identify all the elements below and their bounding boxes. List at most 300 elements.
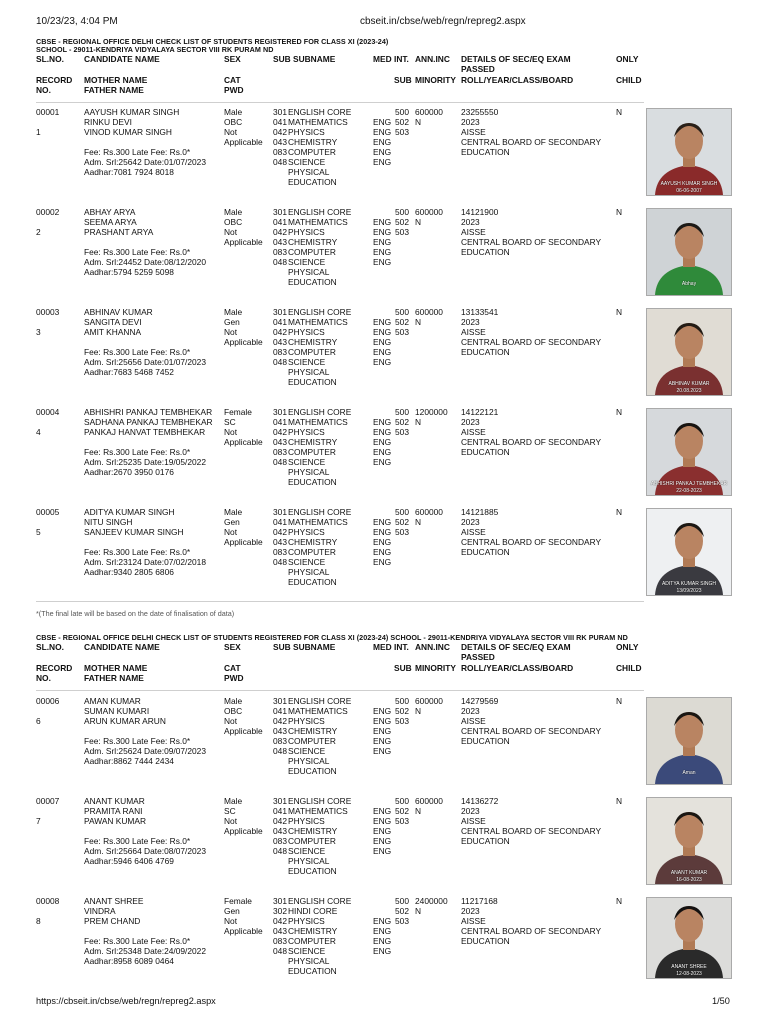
- subject-name: ENGLISH CORE: [288, 307, 352, 317]
- previous-roll-number: 14279569: [461, 696, 499, 706]
- int-value: 503: [395, 227, 409, 237]
- column-header-candidate: CANDIDATE NAME: [84, 54, 160, 64]
- subject-name: ENGLISH CORE: [288, 896, 352, 906]
- photo-date: 12-08-2023: [676, 971, 702, 977]
- subject-name: COMPUTER: [288, 347, 336, 357]
- previous-board: CENTRAL BOARD OF SECONDARY: [461, 137, 602, 147]
- column-header-anninc: ANN.INC: [415, 642, 450, 652]
- column-header-slno: SL.NO.: [36, 54, 64, 64]
- admission-details: Adm. Srl:25664 Date:08/07/2023: [84, 846, 206, 856]
- candidate-name: ADITYA KUMAR SINGH: [84, 507, 175, 517]
- subject-name: MATHEMATICS: [288, 117, 348, 127]
- category-value: OBC: [224, 117, 243, 127]
- int-value: 502: [395, 117, 409, 127]
- report-title: CBSE - REGIONAL OFFICE DELHI CHECK LIST OF STUDENTS REGISTERED FOR CLASS XI (2023-24): [36, 37, 389, 46]
- previous-exam: AISSE: [461, 327, 486, 337]
- medium-value: ENG: [373, 946, 392, 956]
- previous-year: 2023: [461, 317, 480, 327]
- column-header-no: NO.: [36, 673, 51, 683]
- aadhar-number: Aadhar:9340 2805 6806: [84, 567, 174, 577]
- subject-code: 043: [273, 826, 287, 836]
- subject-code: 083: [273, 547, 287, 557]
- serial-number: 5: [36, 527, 41, 537]
- column-header-only: ONLY: [616, 54, 639, 64]
- subject-code: 042: [273, 227, 287, 237]
- fee-details: Fee: Rs.300 Late Fee: Rs.0*: [84, 347, 191, 357]
- annual-income: 600000: [415, 307, 443, 317]
- medium-value: ENG: [373, 247, 392, 257]
- subject-name: CHEMISTRY: [288, 237, 338, 247]
- minority-value: N: [415, 706, 422, 716]
- medium-value: ENG: [373, 347, 392, 357]
- subject-name: COMPUTER: [288, 247, 336, 257]
- mother-name: SANGITA DEVI: [84, 317, 142, 327]
- subject-code: 048: [273, 557, 287, 567]
- previous-roll-number: 14136272: [461, 796, 499, 806]
- annual-income: 600000: [415, 696, 443, 706]
- photo-date: 16-08-2023: [676, 877, 702, 883]
- fee-details: Fee: Rs.300 Late Fee: Rs.0*: [84, 936, 191, 946]
- subject-name: EDUCATION: [288, 966, 337, 976]
- record-number: 00005: [36, 507, 60, 517]
- record-number: 00007: [36, 796, 60, 806]
- previous-roll-number: 14122121: [461, 407, 499, 417]
- subject-name: PHYSICS: [288, 816, 325, 826]
- subject-code: 043: [273, 726, 287, 736]
- subject-code: 083: [273, 447, 287, 457]
- photo-caption: Aman: [682, 770, 696, 776]
- subject-name: EDUCATION: [288, 277, 337, 287]
- column-header-passed: PASSED: [461, 64, 495, 74]
- student-photo: [646, 308, 732, 396]
- previous-year: 2023: [461, 117, 480, 127]
- only-child-value: N: [616, 696, 623, 706]
- annual-income: 1200000: [415, 407, 448, 417]
- admission-details: Adm. Srl:25642 Date:01/07/2023: [84, 157, 206, 167]
- previous-roll-number: 13133541: [461, 307, 499, 317]
- father-name: PREM CHAND: [84, 916, 141, 926]
- subject-code: 043: [273, 437, 287, 447]
- previous-board-cont: EDUCATION: [461, 936, 510, 946]
- int-value: 503: [395, 816, 409, 826]
- print-page-url: cbseit.in/cbse/web/regn/repreg2.aspx: [360, 16, 526, 27]
- previous-roll-number: 14121885: [461, 507, 499, 517]
- subject-name: COMPUTER: [288, 736, 336, 746]
- int-value: 500: [395, 407, 409, 417]
- subject-code: 301: [273, 207, 287, 217]
- subject-name: SCIENCE: [288, 557, 326, 567]
- footer-url: https://cbseit.in/cbse/web/regn/repreg2.aspx: [36, 996, 216, 1006]
- column-header-pwd: PWD: [224, 673, 244, 683]
- subject-name: PHYSICAL: [288, 756, 330, 766]
- subject-code: 048: [273, 946, 287, 956]
- previous-exam: AISSE: [461, 716, 486, 726]
- previous-board: CENTRAL BOARD OF SECONDARY: [461, 537, 602, 547]
- subject-code: 048: [273, 846, 287, 856]
- int-value: 502: [395, 806, 409, 816]
- aadhar-number: Aadhar:2670 3950 0176: [84, 467, 174, 477]
- previous-board-cont: EDUCATION: [461, 347, 510, 357]
- photo-caption: ANANT KUMAR: [670, 870, 708, 876]
- int-value: 500: [395, 896, 409, 906]
- previous-year: 2023: [461, 806, 480, 816]
- print-datetime: 10/23/23, 4:04 PM: [36, 16, 118, 27]
- father-name: VINOD KUMAR SINGH: [84, 127, 172, 137]
- subject-code: 083: [273, 936, 287, 946]
- candidate-name: ABHISHRI PANKAJ TEMBHEKAR: [84, 407, 213, 417]
- previous-board: CENTRAL BOARD OF SECONDARY: [461, 337, 602, 347]
- category-value: OBC: [224, 706, 243, 716]
- only-child-value: N: [616, 307, 623, 317]
- medium-value: ENG: [373, 357, 392, 367]
- previous-year: 2023: [461, 906, 480, 916]
- photo-date: 22-08-2023: [676, 488, 702, 494]
- subject-name: PHYSICAL: [288, 567, 330, 577]
- subject-code: 042: [273, 327, 287, 337]
- report-school: SCHOOL - 29011-KENDRIYA VIDYALAYA SECTOR VIII RK PURAM ND: [36, 45, 274, 54]
- father-name: PAWAN KUMAR: [84, 816, 147, 826]
- subject-code: 083: [273, 736, 287, 746]
- mother-name: VINDRA: [84, 906, 116, 916]
- fee-details: Fee: Rs.300 Late Fee: Rs.0*: [84, 247, 191, 257]
- previous-year: 2023: [461, 417, 480, 427]
- admission-details: Adm. Srl:25348 Date:24/09/2022: [84, 946, 206, 956]
- subject-name: MATHEMATICS: [288, 417, 348, 427]
- column-header-mother: MOTHER NAME: [84, 75, 148, 85]
- candidate-name: ANANT KUMAR: [84, 796, 145, 806]
- medium-value: ENG: [373, 157, 392, 167]
- father-name: ARUN KUMAR ARUN: [84, 716, 166, 726]
- minority-value: N: [415, 517, 422, 527]
- subject-code: 048: [273, 746, 287, 756]
- column-header-subname: SUBNAME: [293, 642, 336, 652]
- subject-code: 301: [273, 307, 287, 317]
- subject-name: ENGLISH CORE: [288, 507, 352, 517]
- medium-value: ENG: [373, 137, 392, 147]
- aadhar-number: Aadhar:8862 7444 2434: [84, 756, 174, 766]
- admission-details: Adm. Srl:25624 Date:09/07/2023: [84, 746, 206, 756]
- minority-value: N: [415, 317, 422, 327]
- record-number: 00008: [36, 896, 60, 906]
- candidate-name: ANANT SHREE: [84, 896, 144, 906]
- previous-exam: AISSE: [461, 816, 486, 826]
- medium-value: ENG: [373, 846, 392, 856]
- subject-code: 043: [273, 237, 287, 247]
- column-header-cat: CAT: [224, 75, 241, 85]
- subject-code: 048: [273, 457, 287, 467]
- int-value: 502: [395, 906, 409, 916]
- previous-exam: AISSE: [461, 427, 486, 437]
- column-header-block: [0, 54, 768, 98]
- subject-name: PHYSICS: [288, 716, 325, 726]
- previous-roll-number: 11217168: [461, 896, 498, 906]
- mother-name: SUMAN KUMARI: [84, 706, 150, 716]
- column-header-med: MED: [373, 642, 392, 652]
- subject-name: MATHEMATICS: [288, 517, 348, 527]
- subject-code: 083: [273, 836, 287, 846]
- fee-details: Fee: Rs.300 Late Fee: Rs.0*: [84, 447, 191, 457]
- minority-value: N: [415, 417, 422, 427]
- subject-name: EDUCATION: [288, 177, 337, 187]
- column-header-int: INT.: [394, 642, 409, 652]
- subject-name: CHEMISTRY: [288, 726, 338, 736]
- father-name: PRASHANT ARYA: [84, 227, 154, 237]
- medium-value: ENG: [373, 557, 392, 567]
- mother-name: RINKU DEVI: [84, 117, 132, 127]
- candidate-name: ABHAY ARYA: [84, 207, 136, 217]
- subject-name: SCIENCE: [288, 746, 326, 756]
- subject-name: PHYSICS: [288, 227, 325, 237]
- subject-code: 301: [273, 896, 287, 906]
- medium-value: ENG: [373, 317, 392, 327]
- student-photo: [646, 897, 732, 979]
- subject-name: ENGLISH CORE: [288, 796, 352, 806]
- subject-name: PHYSICS: [288, 427, 325, 437]
- header-divider-2: [36, 690, 644, 691]
- previous-board-cont: EDUCATION: [461, 447, 510, 457]
- student-photo: [646, 408, 732, 496]
- subject-name: PHYSICAL: [288, 367, 330, 377]
- subject-code: 043: [273, 137, 287, 147]
- medium-value: ENG: [373, 816, 392, 826]
- column-header-rollyear: ROLL/YEAR/CLASS/BOARD: [461, 663, 574, 673]
- previous-board: CENTRAL BOARD OF SECONDARY: [461, 437, 602, 447]
- subject-name: PHYSICAL: [288, 956, 330, 966]
- subject-name: PHYSICAL: [288, 167, 330, 177]
- subject-name: COMPUTER: [288, 547, 336, 557]
- subject-code: 041: [273, 417, 287, 427]
- column-header-rollyear: ROLL/YEAR/CLASS/BOARD: [461, 75, 574, 85]
- medium-value: ENG: [373, 726, 392, 736]
- previous-year: 2023: [461, 217, 480, 227]
- subject-code: 301: [273, 696, 287, 706]
- sex-value: Male: [224, 696, 243, 706]
- medium-value: ENG: [373, 537, 392, 547]
- photo-caption: ABHINAV KUMAR: [668, 381, 710, 387]
- subject-code: 083: [273, 247, 287, 257]
- medium-value: ENG: [373, 527, 392, 537]
- subject-name: EDUCATION: [288, 577, 337, 587]
- record-number: 00003: [36, 307, 60, 317]
- subject-name: EDUCATION: [288, 477, 337, 487]
- admission-details: Adm. Srl:23124 Date:07/02/2018: [84, 557, 206, 567]
- int-value: 503: [395, 327, 409, 337]
- mother-name: SEEMA ARYA: [84, 217, 137, 227]
- column-header-record: RECORD: [36, 663, 73, 673]
- subject-code: 042: [273, 527, 287, 537]
- only-child-value: N: [616, 207, 623, 217]
- medium-value: ENG: [373, 257, 392, 267]
- column-header-record: RECORD: [36, 75, 73, 85]
- father-name: PANKAJ HANVAT TEMBHEKAR: [84, 427, 206, 437]
- subject-name: MATHEMATICS: [288, 317, 348, 327]
- sex-value: Male: [224, 207, 243, 217]
- column-header-pwd: PWD: [224, 85, 244, 95]
- only-child-value: N: [616, 896, 623, 906]
- medium-value: ENG: [373, 217, 392, 227]
- section-divider: [36, 601, 644, 602]
- fee-details: Fee: Rs.300 Late Fee: Rs.0*: [84, 547, 191, 557]
- previous-roll-number: 14121900: [461, 207, 499, 217]
- only-child-value: N: [616, 407, 623, 417]
- category-value: Gen: [224, 317, 240, 327]
- only-child-value: N: [616, 796, 623, 806]
- subject-name: SCIENCE: [288, 257, 326, 267]
- medium-value: ENG: [373, 547, 392, 557]
- annual-income: 2400000: [415, 896, 448, 906]
- previous-year: 2023: [461, 517, 480, 527]
- medium-value: ENG: [373, 147, 392, 157]
- subject-name: CHEMISTRY: [288, 926, 338, 936]
- medium-value: ENG: [373, 447, 392, 457]
- subject-name: ENGLISH CORE: [288, 207, 352, 217]
- medium-value: ENG: [373, 427, 392, 437]
- only-child-value: N: [616, 507, 623, 517]
- column-header-sub: SUB: [273, 642, 291, 652]
- footer-page-number: 1/50: [712, 996, 730, 1006]
- int-value: 502: [395, 217, 409, 227]
- column-header-cat: CAT: [224, 663, 241, 673]
- pwd-value: Not Applicable: [224, 916, 263, 936]
- int-value: 502: [395, 517, 409, 527]
- previous-exam: AISSE: [461, 527, 486, 537]
- int-value: 500: [395, 507, 409, 517]
- previous-board: CENTRAL BOARD OF SECONDARY: [461, 726, 602, 736]
- mother-name: NITU SINGH: [84, 517, 133, 527]
- subject-code: 041: [273, 317, 287, 327]
- medium-value: ENG: [373, 736, 392, 746]
- pwd-value: Not Applicable: [224, 816, 263, 836]
- int-value: 503: [395, 916, 409, 926]
- photo-caption: ABHISHRI PANKAJ TEMBHEKAR: [650, 481, 728, 487]
- int-value: 503: [395, 527, 409, 537]
- column-header-details: DETAILS OF SEC/EQ EXAM: [461, 642, 571, 652]
- column-header-details: DETAILS OF SEC/EQ EXAM: [461, 54, 571, 64]
- subject-code: 042: [273, 916, 287, 926]
- column-header-father: FATHER NAME: [84, 85, 144, 95]
- previous-board: CENTRAL BOARD OF SECONDARY: [461, 826, 602, 836]
- int-value: 502: [395, 417, 409, 427]
- previous-roll-number: 23255550: [461, 107, 499, 117]
- column-header-only: ONLY: [616, 642, 639, 652]
- subject-name: SCIENCE: [288, 846, 326, 856]
- medium-value: ENG: [373, 437, 392, 447]
- subject-name: SCIENCE: [288, 157, 326, 167]
- subject-name: COMPUTER: [288, 447, 336, 457]
- subject-name: COMPUTER: [288, 836, 336, 846]
- student-photo: [646, 108, 732, 196]
- column-header-slno: SL.NO.: [36, 642, 64, 652]
- pwd-value: Not Applicable: [224, 227, 263, 247]
- sex-value: Male: [224, 307, 243, 317]
- previous-exam: AISSE: [461, 227, 486, 237]
- subject-name: MATHEMATICS: [288, 706, 348, 716]
- subject-name: CHEMISTRY: [288, 137, 338, 147]
- subject-code: 041: [273, 706, 287, 716]
- subject-name: PHYSICS: [288, 127, 325, 137]
- subject-name: CHEMISTRY: [288, 537, 338, 547]
- minority-value: N: [415, 217, 422, 227]
- subject-code: 048: [273, 357, 287, 367]
- int-value: 503: [395, 716, 409, 726]
- int-value: 502: [395, 317, 409, 327]
- medium-value: ENG: [373, 517, 392, 527]
- column-header-block-2: [0, 642, 768, 686]
- serial-number: 2: [36, 227, 41, 237]
- column-header-child: CHILD: [616, 75, 642, 85]
- subject-name: SCIENCE: [288, 946, 326, 956]
- medium-value: ENG: [373, 746, 392, 756]
- medium-value: ENG: [373, 237, 392, 247]
- subject-name: PHYSICAL: [288, 856, 330, 866]
- photo-date: 06-06-2007: [676, 188, 702, 194]
- student-photo: [646, 208, 732, 296]
- subject-name: COMPUTER: [288, 147, 336, 157]
- subject-code: 301: [273, 507, 287, 517]
- subject-name: CHEMISTRY: [288, 337, 338, 347]
- minority-value: N: [415, 806, 422, 816]
- medium-value: ENG: [373, 926, 392, 936]
- column-header-int: INT.: [394, 54, 409, 64]
- subject-code: 043: [273, 537, 287, 547]
- student-photo: [646, 508, 732, 596]
- column-header-passed: PASSED: [461, 652, 495, 662]
- previous-year: 2023: [461, 706, 480, 716]
- candidate-name: ABHINAV KUMAR: [84, 307, 153, 317]
- medium-value: ENG: [373, 327, 392, 337]
- subject-name: EDUCATION: [288, 377, 337, 387]
- record-number: 00001: [36, 107, 60, 117]
- subject-name: CHEMISTRY: [288, 826, 338, 836]
- subject-code: 083: [273, 347, 287, 357]
- aadhar-number: Aadhar:5946 6406 4769: [84, 856, 174, 866]
- category-value: OBC: [224, 217, 243, 227]
- subject-name: PHYSICAL: [288, 467, 330, 477]
- subject-code: 301: [273, 796, 287, 806]
- subject-name: CHEMISTRY: [288, 437, 338, 447]
- pwd-value: Not Applicable: [224, 127, 263, 147]
- mother-name: PRAMITA RANI: [84, 806, 143, 816]
- int-value: 500: [395, 307, 409, 317]
- column-header-sub2: SUB: [394, 663, 412, 673]
- subject-name: SCIENCE: [288, 357, 326, 367]
- subject-code: 301: [273, 407, 287, 417]
- subject-code: 042: [273, 816, 287, 826]
- previous-board-cont: EDUCATION: [461, 836, 510, 846]
- medium-value: ENG: [373, 916, 392, 926]
- previous-board-cont: EDUCATION: [461, 147, 510, 157]
- subject-code: 048: [273, 257, 287, 267]
- serial-number: 8: [36, 916, 41, 926]
- subject-code: 042: [273, 127, 287, 137]
- previous-board: CENTRAL BOARD OF SECONDARY: [461, 237, 602, 247]
- medium-value: ENG: [373, 826, 392, 836]
- column-header-sub: SUB: [273, 54, 291, 64]
- sex-value: Male: [224, 107, 243, 117]
- int-value: 502: [395, 706, 409, 716]
- fee-details: Fee: Rs.300 Late Fee: Rs.0*: [84, 736, 191, 746]
- pwd-value: Not Applicable: [224, 427, 263, 447]
- category-value: SC: [224, 806, 236, 816]
- sex-value: Male: [224, 796, 243, 806]
- previous-board-cont: EDUCATION: [461, 247, 510, 257]
- aadhar-number: Aadhar:7683 5468 7452: [84, 367, 174, 377]
- medium-value: ENG: [373, 337, 392, 347]
- medium-value: ENG: [373, 706, 392, 716]
- subject-name: PHYSICS: [288, 916, 325, 926]
- column-header-no: NO.: [36, 85, 51, 95]
- previous-exam: AISSE: [461, 127, 486, 137]
